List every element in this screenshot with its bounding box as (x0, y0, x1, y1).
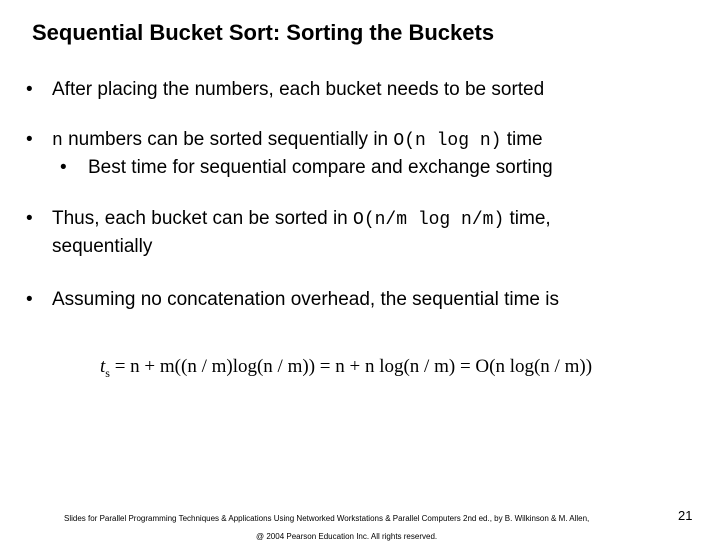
sub-bullet-1 (60, 154, 553, 182)
bullet-3-continuation: sequentially (52, 236, 153, 257)
bullet-dot: • (26, 129, 33, 150)
bullet-3 (26, 205, 551, 234)
sub-bullet-1-text: Best time for sequential compare and exchange sorting (88, 157, 553, 178)
formula-expression: = n + m((n / m)log(n / m)) = n + n log(n / m) = O(n log(n / m)) (109, 356, 593, 377)
bullet-4-text: Assuming no concatenation overhead, the sequential time is (52, 289, 559, 310)
formula-t: t (100, 356, 106, 377)
slide-title: Sequential Bucket Sort: Sorting the Buckets (32, 20, 495, 45)
bullet-4 (26, 286, 559, 314)
footer-citation: Slides for Parallel Programming Techniques & Applications Using Networked Workstations & Parallel Computers 2nd ed., by B. Wilkinson & M. Allen, (64, 514, 590, 523)
bullet-1-text: After placing the numbers, each bucket needs to be sorted (52, 79, 545, 100)
slide-footer (64, 510, 664, 546)
formula-subscript: s (105, 365, 110, 380)
bullet-2-code-n: n (52, 131, 63, 151)
bullet-1 (26, 76, 544, 104)
bullet-3-text-1: Thus, each bucket can be sorted in (52, 208, 354, 229)
bullet-2-text-2: time (501, 129, 543, 150)
footer-copyright: @ 2004 Pearson Education Inc. All rights reserved. (256, 532, 438, 541)
bullet-dot: • (26, 208, 33, 229)
sub-bullet-dot: • (60, 157, 67, 178)
bullet-2-text-1: numbers can be sorted sequentially in (62, 129, 394, 150)
bullet-2 (26, 126, 543, 155)
bullet-dot: • (26, 79, 33, 100)
bullet-3-code-complexity: O(n/m log n/m) (353, 210, 505, 230)
bullet-dot: • (26, 289, 33, 310)
bullet-3-text-2: time, (504, 208, 551, 229)
sequential-time-formula (100, 356, 592, 381)
page-number: 21 (678, 508, 693, 523)
bullet-2-code-complexity: O(n log n) (393, 131, 502, 151)
